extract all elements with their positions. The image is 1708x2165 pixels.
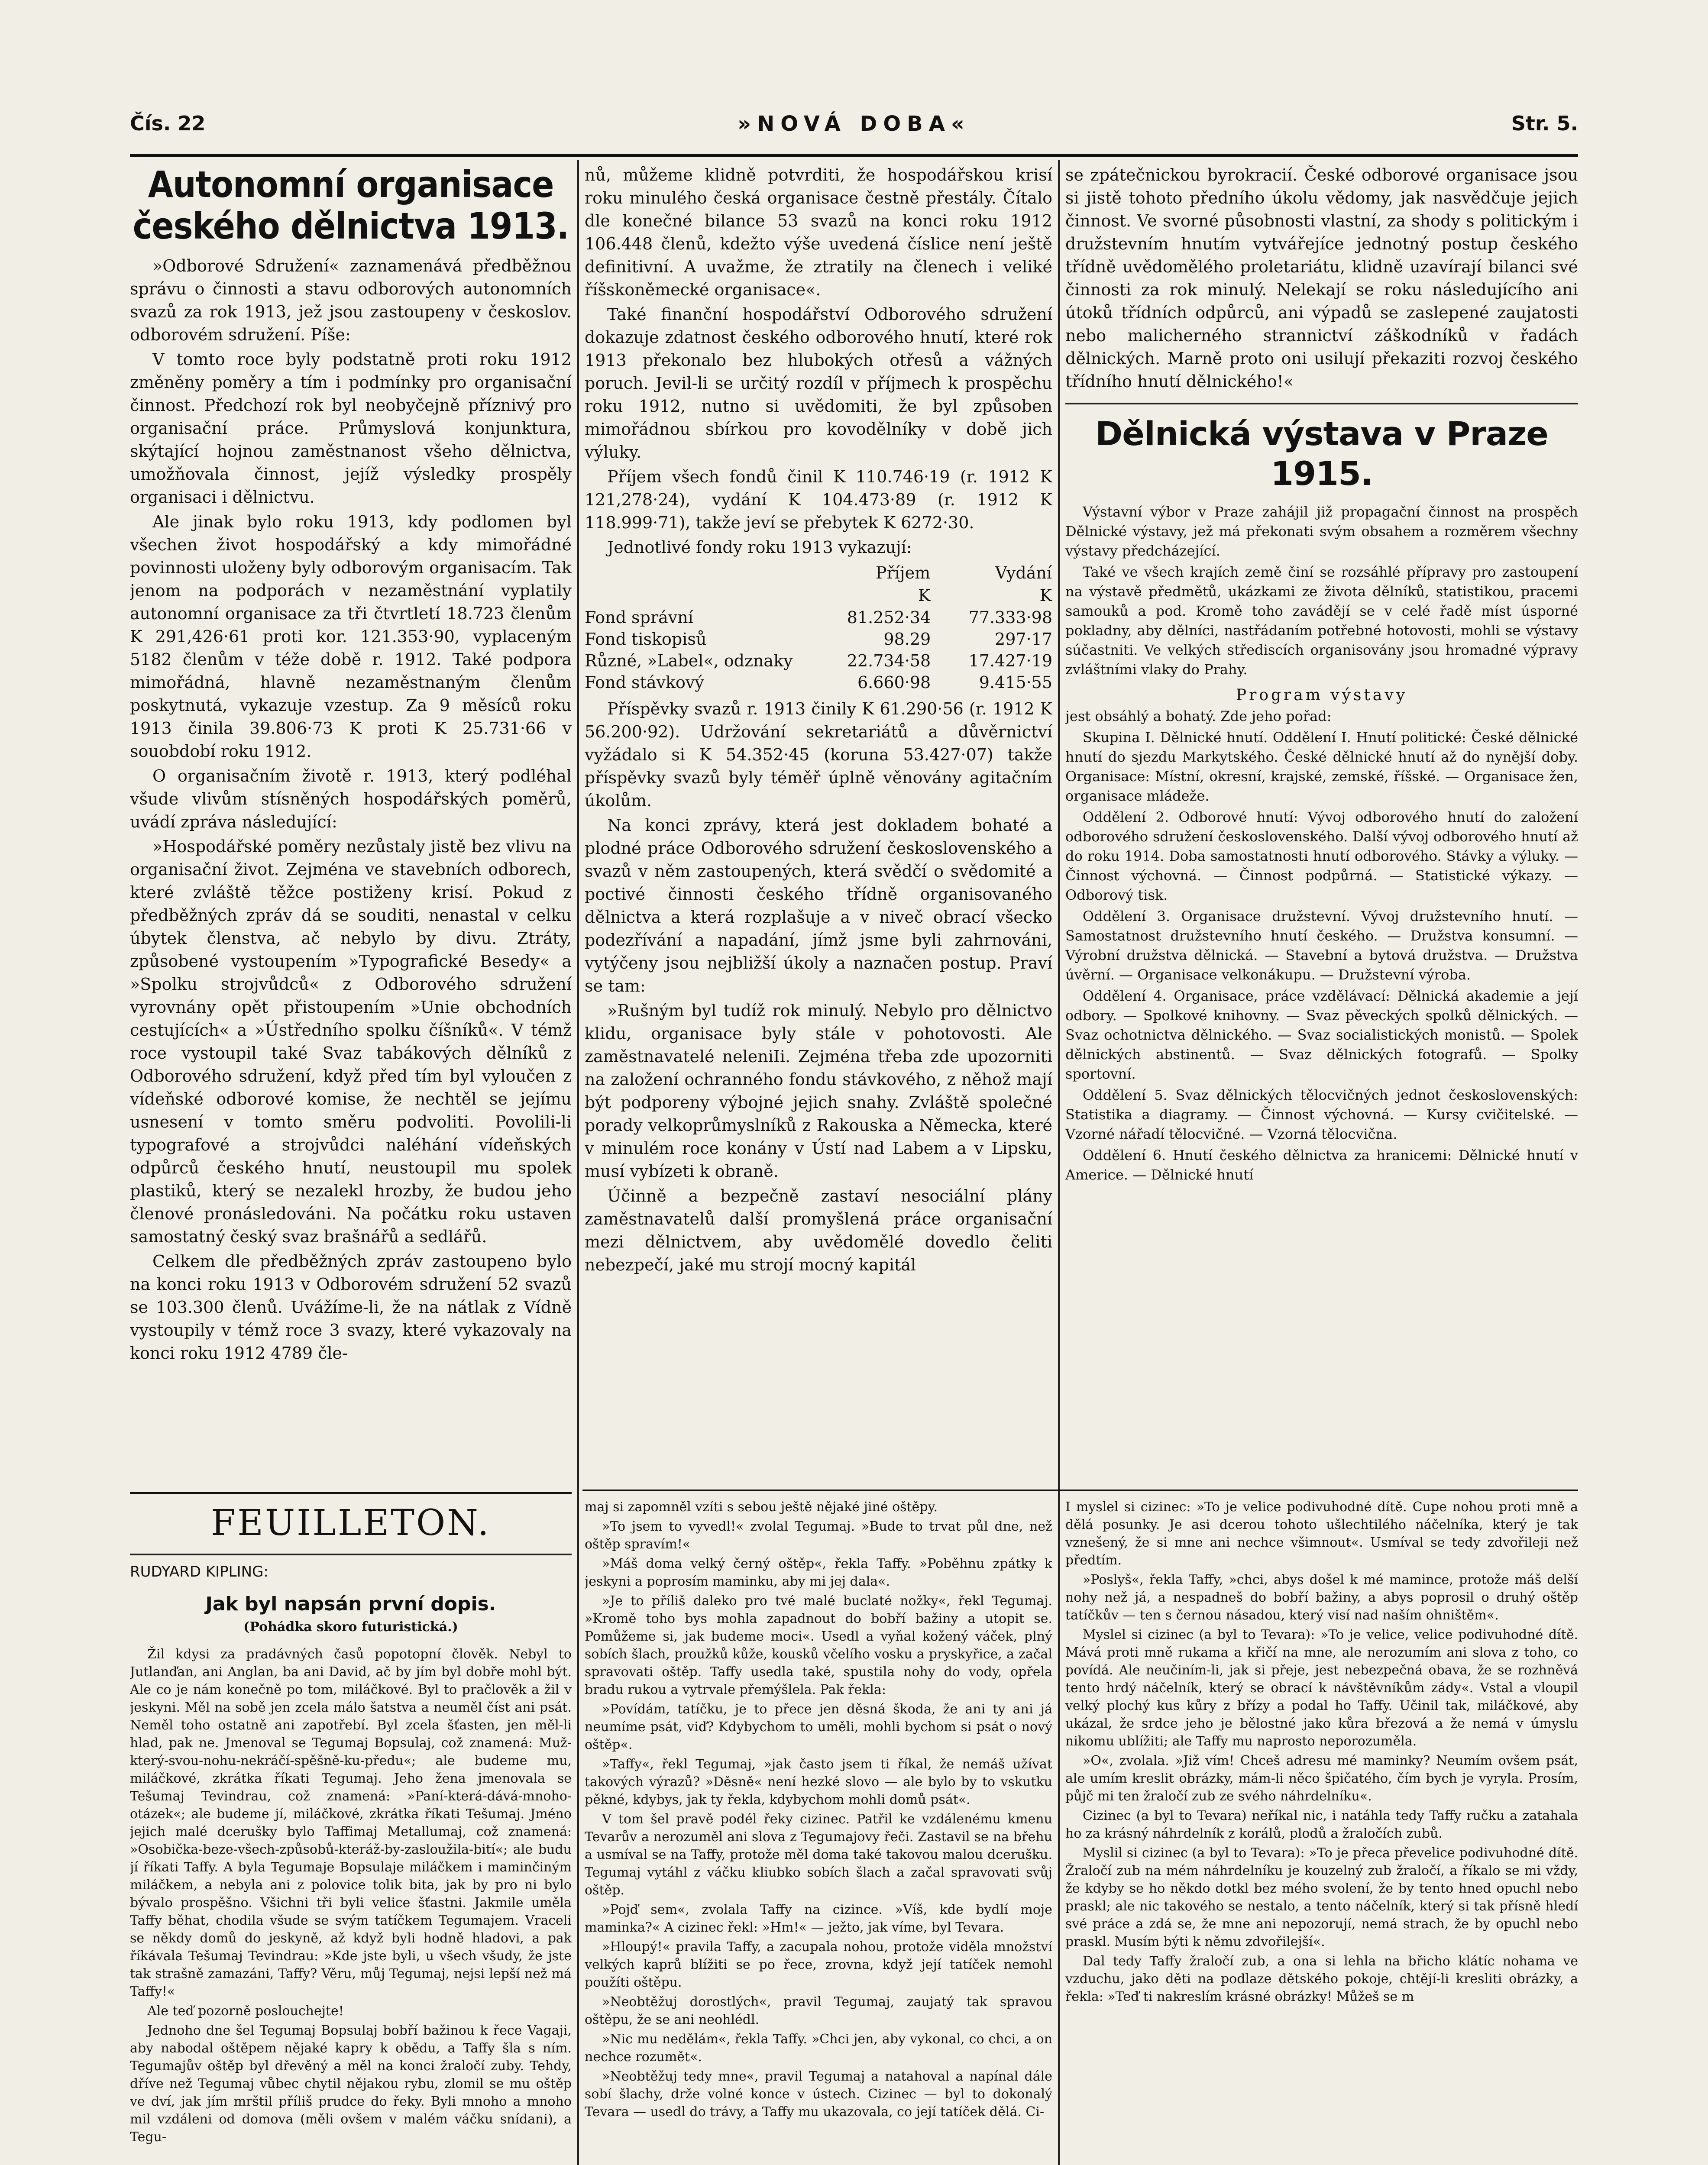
fund-expense: 17.427·19 <box>968 651 1052 670</box>
article1-para-1: »Odborové Sdružení« zaznamenává předběžnou správu o činnosti a stavu odborových autonomních svazů za rok 1913, jež jsou zastoupeny v českoslov. odborovém sdružení. Píše: <box>130 256 572 344</box>
article1-column2 <box>585 164 1052 1486</box>
story-col2-para-11: »Nic mu nedělám«, řekla Taffy. »Chci jen, aby vykonal, co chci, a on nechce rozumět«. <box>585 2032 1052 2065</box>
program-item-1: Skupina I. Dělnické hnutí. Oddělení I. Hnutí politické: České dělnické hnutí do sjezdu Markytského. České dělnické hnutí až do nynější doby. Organisace: Místní, okresní, krajské, zemské, říšské. — Organisace žen, organisace mládeže. <box>1065 729 1578 804</box>
funds-income-unit: K <box>918 586 931 605</box>
column-divider-2 <box>1058 160 1060 2165</box>
issue-number: Čís. 22 <box>130 112 206 135</box>
program-item-5: Oddělení 5. Svaz dělnických tělocvičných jednot československých: Statistika a diagramy. — Činnost výchovná. — Kursy cvičitelské. — Vzorné nářadí tělocvičné. — Vzorná tělocvična. <box>1065 1087 1578 1142</box>
story-col2-para-1: maj si zapomněl vzíti s sebou ještě nějaké jiné oštěpy. <box>585 1499 938 1515</box>
article1-col2-para-4: Jednotlivé fondy roku 1913 vykazují: <box>607 538 912 557</box>
feuilleton-heading: FEUILLETON. <box>211 1503 491 1544</box>
article1-para-5: »Hospodářské poměry nezůstaly jistě bez vlivu na organisační život. Zejména ve stavebních odborech, které zvláště těžce postiženy krisí. Pokud z předběžných zpráv dá se souditi, nenastal v celku úbytek členstva, ač nebylo by divu. Ztráty, způsobené vystoupením »Typografické Besedy« a »Spolku strojvůdců« z Odborového sdružení vyrovnány opět přistoupením »Unie obchodních cestujících« a »Ústředního spolku číšníků«. V témž roce vystoupil také Svaz tabákových dělníků z Odborového sdružení, když před tím byl vyloučen z vídeňské odborové komise, že nechtěl se jejímu usnesení v tomto směru podvoliti. Povolili-li typografové a strojvůdci naléhání vídeňských odpůrců českého hnutí, neustoupil mu spolek plastiků, který se nezalekl hrozby, že budou jeho členové pronásledováni. Na počátku roku ustaven samostatný český svaz brašnářů a sedlářů. <box>130 837 572 1246</box>
story-col1-para-2: Ale teď pozorně poslouchejte! <box>147 2003 344 2019</box>
article-separator <box>1065 403 1578 404</box>
program-item-4: Oddělení 4. Organisace, práce vzdělávací: Dělnická akademie a její odbory. — Spolkové knihovny. — Svaz pěveckých spolků dělnických. — Svaz ochotnictva dělnického. — Svaz socialistických monistů. — Spolek dělnických abstinentů. — Svaz dělnických fotografů. — Spolky sportovní. <box>1065 988 1578 1082</box>
program-intro: jest obsáhlý a bohatý. Zde jeho pořad: <box>1065 708 1332 724</box>
table-row <box>585 672 1052 693</box>
column1-rule <box>130 1492 572 1494</box>
article2-para-1: Výstavní výbor v Praze zahájil již propagační činnost na prospěch Dělnické výstavy, jež má překonati svým obsahem a rozměrem všechny výstavy předcházející. <box>1065 504 1578 559</box>
story-col1-para-3: Jednoho dne šel Tegumaj Bopsulaj bobří bažinou k řece Vagaji, aby nabodal oštěpem nějaké kapry k obědu, a Taffy šla s ním. Tegumajův oštěp byl dřevěný a měl na konci žraločí zuby. Tehdy, dříve než Tegumaj vůbec chytil nějakou rybu, zlomil se mu oštěp ve dví, jak jím mrštil příliš prudce do řeky. Byli mnoho a mnoho mil vzdáleni od domova (měli ovšem v malém váčku snídani), a Tegu- <box>130 2023 572 2145</box>
funds-table-unit-row <box>585 584 1052 607</box>
page-number: Str. 5. <box>1511 112 1578 135</box>
article1-col3-para-1: se zpátečnickou byrokracií. České odborové organisace jsou si jistě tohoto předního úkolu vědomy, jak nasvědčuje jejich činnost. Ve svorné působnosti vlastní, za shody s politickým i družstevním hnutím vytvářejíce jednotný postup českého třídně uvědomělého proletariátu, klidně uzavírají bilanci své činnosti za rok minulý. Nelekají se roku následujícího ani útoků třídních odpůrců, ani výpadů se zaslepené zaujatosti nebo malicherného strannictví záškodníků v řadách dělnických. Marně proto oni usilují překaziti rozvoj českého třídního hnutí dělnického!« <box>1065 165 1578 391</box>
article1-para-4: O organisačním životě r. 1913, který podléhal všude vlivům stísněných hospodářských poměrů, uvádí zpráva následující: <box>130 766 572 831</box>
fund-expense: 77.333·98 <box>968 608 1052 627</box>
article2-para-2: Také ve všech krajích země činí se rozsáhlé přípravy pro zastoupení na výstavě předmětů, ukázkami ze života dělníků, statistikou, pracemi samouků a pod. Kromě toho zavádějí se v celé řadě míst úsporné pokladny, aby dělníci, nastřádaním potřebné hotovosti, mohli se výstavy súčastniti. Ve velkých střediscích organisovány jsou hromadné výpravy zvláštními vlaky do Prahy. <box>1065 564 1578 678</box>
story-col1-para-1: Žil kdysi za pradávných časů popotopní člověk. Nebyl to Jutlanďan, ani Anglan, ba ani David, ač by jím byl dobře mohl být. Ale co je nám konečně po tom, miláčkové. Byl to pračlověk a žil v jeskyni. Měl na sobě jen zcela málo šatstva a neuměl číst ani psát. Neměl toho ostatně ani zapotřebí. Byl zcela šťasten, jen měl-li hlad, pak ne. Jmenoval se Tegumaj Bopsulaj, což znamená: Muž-který-svou-nohu-nekráčí-spěšně-ku-předu«; ale budeme mu, miláčkové, zkrátka říkati Tegumaj. Jeho žena jmenovala se Tešumaj Tevindrau, což znamená: »Paní-která-dává-mnoho-otázek«; ale budeme jí, miláčkové, zkrátka říkati Tešumaj. Jméno jejich malé dcerušky bylo Taffimaj Metallumaj, což znamená: »Osobička-beze-všech-způsobů-kteráž-by-zasloužila-bití«; ale budu jí říkati Taffy. A byla Tegumaje Bopsulaje miláčkem i maminčiným miláčkem, a nebyla ani z polovice tolik bita, jak by pro ni bylo bývalo prospěšno. Všichni tři byli velice šťastni. Jakmile uměla Taffy běhat, chodila všude se svým tatíčkem Tegumajem. Vraceli se někdy domů do jeskyně, až když byli hodně hladovi, a pak říkávala Tešumaj Tevindrau: »Kde jste byli, u všech všudy, že jste tak strašně zamazáni, Taffy? Věru, můj Tegumaj, nejsi lepší než má Taffy!« <box>130 1647 572 1999</box>
story-col3-para-2: »Poslyš«, řekla Taffy, »chci, abys došel k mé mamince, protože máš delší nohy než já, a nespadneš do bobří bažiny, a abys poprosil o druhý oštěp tatíčkův — ten s černou násadou, který visí nad naším ohništěm«. <box>1065 1572 1578 1623</box>
article1-column1 <box>130 164 572 1489</box>
article1-column3 <box>1065 164 1578 1486</box>
article1-para-6: Celkem dle předběžných zpráv zastoupeno bylo na konci roku 1913 v Odborovém sdružení 52 svazů se 103.300 členů. Uvážíme-li, že na nátlak z Vídně vystoupily v témž roce 3 svazy, které vykazovaly na konci roku 1912 4789 čle- <box>130 1252 572 1363</box>
fund-name: Fond tiskopisů <box>585 630 707 649</box>
story-col3-para-7: Dal tedy Taffy žraločí zub, a ona si lehla na břicho klátíc nohama ve vzduchu, jako děti na podlaze dětského pokoje, chtějí-li kresliti obrázky, a řekla: »Teď ti nakreslím krásné obrázky! Můžeš se m <box>1065 1954 1578 2004</box>
feuilleton-column3 <box>1065 1498 1578 2165</box>
story-col3-para-3: Myslel si cizinec (a byl to Tevara): »To je velice, velice podivuhodné dítě. Mává proti mně rukama a křičí na mne, ale nerozumím ani slova z toho, co povídá. Ale neučiním-li, jak si přeje, jest nebezpečná obava, že se rozhněvá tento hrdý náčelník, který se obrací k návštěvníkům zády«. Vstal a vloupil velký plochý kus kůry z břízy a podal ho Taffy. Učinil tak, miláčkové, aby ukázal, že srdce jeho je bělostné jako kůra březová a že nemá v úmyslu nikomu ublížiti; ale Taffy mu naprosto neporozuměla. <box>1065 1627 1578 1749</box>
article1-col2-para-1: nů, můžeme klidně potvrditi, že hospodářskou krisí roku minulého česká organisace čestně přestály. Čítalo dle konečné bilance 53 svazů na konci roku 1912 106.448 členů, kdežto výše uvedená číslice není ještě definitivní. A uvažme, že ztratily na členech i veliké říšskoněmecké organisace«. <box>585 165 1052 299</box>
funds-expense-header: Vydání <box>995 563 1052 582</box>
program-item-3: Oddělení 3. Organisace družstevní. Vývoj družstevního hnutí. — Samostatnost družstevního hnutí českého. — Družstva konsumní. — Výrobní družstva dělnická. — Stavební a bytová družstva. — Družstva úvěrní. — Organisace velkonákupu. — Družstevní výroba. <box>1065 908 1578 983</box>
funds-table-header <box>585 562 1052 584</box>
page-header <box>130 112 1578 151</box>
article1-col2-after-1: Příspěvky svazů r. 1913 činily K 61.290·56 (r. 1912 K 56.200·92). Udržování sekretariátů a důvěrnictví vyžádalo si K 54.352·45 (koruna 53.427·07) takže příspěvky svazů byly téměř úplně věnovány agitačním úkolům. <box>585 699 1052 810</box>
article1-col2-after-4: Účinně a bezpečně zastaví nesociální plány zaměstnavatelů další promyšlená práce organisační mezi dělnictvem, aby uvědomělé dovedlo čeliti nebezpečí, jaké mu strojí mocný kapitál <box>585 1186 1052 1274</box>
fund-name: Různé, »Label«, odznaky <box>585 651 793 670</box>
article1-col2-after-3: »Rušným byl tudíž rok minulý. Nebylo pro dělnictvo klidu, organisace byly stále v pohotovosti. Ale zaměstnavatelé neleniIi. Zejména třeba zde upozorniti na založení ochranného fondu stávkového, z něhož mají být podporeny výbojné jejich snahy. Zvláště společné porady velkoprůmyslníků z Rakouska a Německa, které v minulém roce konány v Ústí nad Labem a v Lipsku, musí vybízeti k obraně. <box>585 1001 1052 1181</box>
story-col3-para-6: Myslil si cizinec (a byl to Tevara): »To je přeca převelice podivuhodné dítě. Žraločí zub na mém náhrdelníku je kouzelný zub žraločí, a říkalo se mi vždy, že kdyby se ho někdo dotkl bez mého svolení, že by tento hned opuchl nebo praskl; ale nic takového se nestalo, a tento náčelník, který si tak přísně hledí své práce a zdá se, že mne ani nepozorují, nemá strach, že by opuchl nebo praskl. Musím býti k němu zdvořilejší«. <box>1065 1845 1578 1949</box>
story-col2-para-9: »Hloupý!« pravila Taffy, a zacupala nohou, protože viděla množství velkých kaprů blížiti se po řece, zrovna, když její tatíček nemohl použíti oštěpu. <box>585 1939 1052 1990</box>
story-col2-para-12: »Neobtěžuj tedy mne«, pravil Tegumaj a natahoval a napínal dále sobí šlachy, drže volné konce v ústech. Cizinec — byl to dokonalý Tevara — usedl do trávy, a Taffy mu ukazovala, co její tatíček dělá. Ci- <box>585 2069 1052 2120</box>
story-col2-para-2: »To jsem to vyvedl!« zvolal Tegumaj. »Bude to trvat půl dne, než oštěp spravím!« <box>585 1519 1052 1552</box>
program-title: Program výstavy <box>1236 686 1408 704</box>
story-col2-para-8: »Pojď sem«, zvolala Taffy na cizince. »Víš, kde bydlí moje maminka?« A cizinec řekl: »Hm!« — ježto, jak víme, byl Tevara. <box>585 1902 1052 1935</box>
fund-income: 81.252·34 <box>847 608 931 627</box>
story-col2-para-6: »Taffy«, řekl Tegumaj, »jak často jsem ti říkal, že nemáš užívat takových výrazů? »Děsně« není hezké slovo — ale bylo by to vskutku pěkné, kdybys, jak ty řekla, kdybychom mohli domů psát«. <box>585 1757 1052 1807</box>
article2-body <box>1065 502 1578 1185</box>
story-col2-para-5: »Povídám, tatíčku, je to přece jen děsná škoda, že ani ty ani já neumíme psát, viď? Kdybychom to uměli, mohli bychom si psát o nový oštěp«. <box>585 1702 1052 1752</box>
story-col2-para-3: »Máš doma velký černý oštěp«, řekla Taffy. »Poběhnu zpátky k jeskyni a poprosím maminku, aby mi jej dala«. <box>585 1556 1052 1589</box>
feuilleton-column2 <box>585 1498 1052 2165</box>
story-col2-para-10: »Neobtěžuj dorostlých«, pravil Tegumaj, zaujatý tak spravou oštěpu, že se ani neohlédl. <box>585 1994 1052 2027</box>
fund-income: 6.660·98 <box>857 673 931 692</box>
article1-col2-para-2: Také finanční hospodářství Odborového sdružení dokazuje zdatnost českého odborového hnutí, které rok 1913 překonalo bez hlubokých otřesů a vážných poruch. Jevil-li se určitý rozdíl v příjmech k prospěchu roku 1912, nutno si uvědomiti, že byl způsoben mimořádnou sbírkou pro kovodělníky v době jich výluky. <box>585 305 1052 462</box>
article1-col2-para-3: Příjem všech fondů činil K 110.746·19 (r. 1912 K 121,278·24), vydání K 104.473·89 (r. 1912 K 118.999·71), takže jeví se přebytek K 6272·30. <box>585 467 1052 532</box>
funds-expense-unit: K <box>1039 586 1052 605</box>
feuilleton-author: RUDYARD KIPLING: <box>130 1563 268 1580</box>
feuilleton-heading-rule <box>130 1554 572 1555</box>
story-subtitle: (Pohádka skoro futuristická.) <box>243 1619 458 1635</box>
feuilleton-column1 <box>130 1563 572 2165</box>
article1-col2-after-2: Na konci zprávy, která jest dokladem bohaté a plodné práce Odborového sdružení československého a svazů v něm zastoupených, která svědčí o svědomité a poctivé činnosti českého třídně organisovaného dělnictva a která rozplašuje a v niveč obrací všecko podezřívání a napadání, jímž jsme byli zahrnováni, vytýčeny jsou nejbližší úkoly a naznačen postup. Praví se tam: <box>585 816 1052 995</box>
fund-expense: 9.415·55 <box>979 673 1052 692</box>
article2-title: Dělnická výstava v Praze 1915. <box>1095 414 1548 493</box>
story-col3-para-4: »O«, zvolala. »Již vím! Chceš adresu mé maminky? Neumím ovšem psát, ale umím kreslit obrázky, mám-li něco špičatého, čím bych je vyryla. Prosím, půjč mi ten žraločí zub ze svého náhrdelníku«. <box>1065 1753 1578 1804</box>
story-col2-para-4: »Je to příliš daleko pro tvé malé buclaté nožky«, řekl Tegumaj. »Kromě toho bys mohla zapadnout do bobří bažiny a utopit se. Pomůžeme si, jak budeme moci«. Usedl a vyňal kožený váček, plný sobích šlach, proužků kůže, kousků včelího vosku a pryskyřice, a začal spravovati oštěp. Taffy usedla také, spustila nohy do vody, opřela bradu rukou a vytrvale přemýšlela. Pak řekla: <box>585 1593 1052 1697</box>
fund-income: 98.29 <box>883 630 931 649</box>
fund-expense: 297·17 <box>995 630 1052 649</box>
column-divider-1 <box>577 160 579 2165</box>
funds-table <box>585 562 1052 693</box>
fund-name: Fond správní <box>585 608 693 627</box>
story-title: Jak byl napsán první dopis. <box>205 1593 496 1615</box>
story-col3-para-1: I myslel si cizinec: »To je velice podivuhodné dítě. Cupe nohou proti mně a dělá posunky. Je asi dcerou tohoto ušlechtilého náčelníka, který je tak vznešený, že si mne ani nechce všimnout«. Usmíval se tedy zdvořileji než předtím. <box>1065 1499 1578 1568</box>
story-col2-para-7: V tom šel pravě podél řeky cizinec. Patřil ke vzdálenému kmenu Tevarův a nerozuměl ani slova z Tegumajovy řeči. Zastavil se na břehu a usmíval se na Taffy, protože měl doma také takovou malou dcerušku. Tegumaj vytáhl z váčku kliubko sobích šlach a začal spravovati svůj oštěp. <box>585 1812 1052 1898</box>
article1-para-2: V tomto roce byly podstatně proti roku 1912 změněny poměry a tím i podmínky pro organisační činnost. Předchozí rok byl neobyčejně příznivý pro organisační práce. Průmyslová konjunktura, skýtající hojnou zaměstnanost všeho dělnictva, umožňovala činnost, jejíž výsledky prospěly organisaci i dělnictvu. <box>130 350 572 507</box>
header-rule <box>130 154 1578 157</box>
masthead: »NOVÁ DOBA« <box>738 112 970 136</box>
article1-para-3: Ale jinak bylo roku 1913, kdy podlomen byl všechen život hospodářský a kdy mimořádné povinnosti uloženy byly odborovým organisacím. Tak jenom na podporách v nezaměstnání vyplatily autonomní organisace za tři čtvrtletí 18.723 členům K 291,426·61 proti kor. 121.353·90, vyplaceným 5182 členům v téže době r. 1912. Také podpora mimořádná, hlavně nezaměstnaným členům poskytnutá, vykazuje vzestup. Za 9 měsíců roku 1913 činila 39.806·73 K proti K 25.731·66 v souobdobí roku 1912. <box>130 512 572 761</box>
program-item-6: Oddělení 6. Hnutí českého dělnictva za hranicemi: Dělnické hnutí v Americe. — Dělnické hnutí <box>1065 1147 1578 1183</box>
fund-name: Fond stávkový <box>585 673 704 692</box>
table-row <box>585 628 1052 650</box>
feuilleton-rule <box>582 1490 1578 1491</box>
table-row <box>585 650 1052 672</box>
fund-income: 22.734·58 <box>847 651 931 670</box>
story-col3-para-5: Cizinec (a byl to Tevara) neříkal nic, i natáhla tedy Taffy ručku a zatahala ho za krásný náhrdelník z korálů, plodů a žraločích zubů. <box>1065 1808 1578 1841</box>
funds-income-header: Příjem <box>876 563 931 582</box>
table-row <box>585 607 1052 628</box>
article1-title: Autonomní organisace českého dělnictva 1913. <box>133 164 569 247</box>
program-item-2: Oddělení 2. Odborové hnutí: Vývoj odborového hnutí do založení odborového sdružení československého. Další vývoj odborového hnutí až do roku 1914. Doba samostatnosti hnutí odborového. Stávky a výluky. — Činnost výchovná. — Činnost podpůrná. — Statistické výkazy. — Odborový tisk. <box>1065 809 1578 903</box>
